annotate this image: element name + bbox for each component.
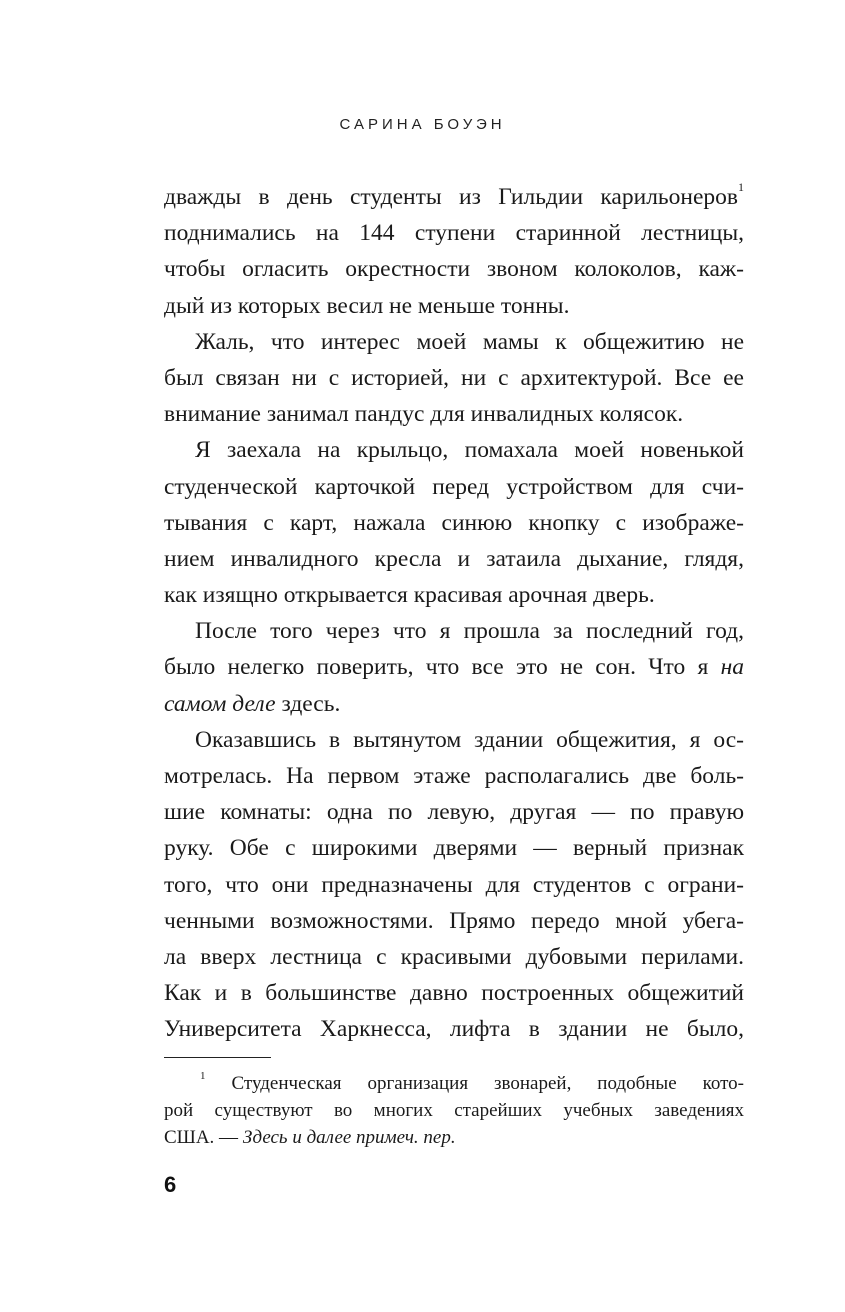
text-line: ла вверх лестница с красивыми дубовыми перилами. [164, 943, 744, 970]
footnote-reference[interactable]: 1 [738, 180, 744, 194]
italic-emphasis: на [720, 654, 744, 681]
running-head: САРИНА БОУЭН [339, 116, 506, 133]
footnote-line: $^1$ Студенческая организация звонарей, подобные кото- [200, 1070, 744, 1094]
text-line: ченными возможностями. Прямо передо мной убега- [164, 907, 744, 934]
footnote-mark: 1 [200, 1070, 206, 1082]
footnote-line: рой существуют во многих старейших учебных заведениях [164, 1100, 744, 1121]
text-line: студенческой карточкой перед устройством для счи- [164, 473, 744, 500]
text-line: После того через что я прошла за последний год, [195, 618, 744, 645]
text-line: было нелегко поверить, что все это не сон. Что я на [164, 654, 744, 681]
text-line: Университета Харкнесса, лифта в здании не было, [164, 1016, 744, 1043]
text-line: Жаль, что интерес моей мамы к общежитию не [195, 328, 744, 355]
text-line: руку. Обе с широкими дверями — верный признак [164, 835, 744, 862]
footnote [164, 1070, 744, 1151]
text-line: Как и в большинстве давно построенных общежитий [164, 980, 744, 1007]
italic-emphasis: самом деле [164, 690, 276, 717]
footnote-line: США. — Здесь и далее примеч. пер. [164, 1127, 456, 1148]
text-line: шие комнаты: одна по левую, другая — по правую [164, 799, 744, 826]
text-line: чтобы огласить окрестности звоном колоколов, каж- [164, 256, 744, 283]
footnote-separator [164, 1057, 271, 1058]
text-line: мотрелась. На первом этаже располагались две боль- [164, 763, 744, 789]
text-line: Оказавшись в вытянутом здании общежития, я ос- [195, 726, 744, 753]
footnote-italic-note: Здесь и далее примеч. пер. [242, 1127, 456, 1148]
text-line: Я заехала на крыльцо, помахала моей новенькой [195, 437, 744, 464]
text-line: дважды в день студенты из Гильдии карильонеров$^1$ [164, 180, 744, 210]
text-line: был связан ни с историей, ни с архитектурой. Все ее [164, 364, 744, 391]
text-line: дый из которых весил не меньше тонны. [164, 292, 570, 319]
text-line: тывания с карт, нажала синюю кнопку с изображе- [164, 509, 744, 536]
text-line: нием инвалидного кресла и затаила дыхание, глядя, [164, 545, 744, 572]
text-line: внимание занимал пандус для инвалидных колясок. [164, 401, 684, 428]
text-line: поднимались на 144 ступени старинной лестницы, [164, 220, 744, 247]
page-number: 6 [164, 1172, 177, 1197]
text-line: самом деле здесь. [164, 690, 341, 717]
text-line: того, что они предназначены для студентов с ограни- [164, 871, 744, 898]
text-line: как изящно открывается красивая арочная дверь. [164, 582, 655, 609]
body-text [164, 179, 744, 1048]
